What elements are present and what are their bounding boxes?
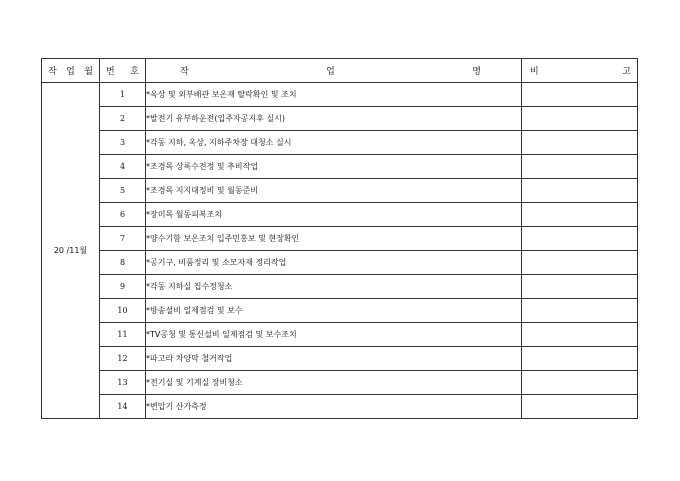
work-schedule-table xyxy=(41,58,638,419)
row-task: *변압기 산가측정 xyxy=(146,395,522,419)
table-row xyxy=(42,395,638,419)
header-month-char: 월 xyxy=(84,67,93,77)
row-note xyxy=(522,251,638,275)
row-number: 11 xyxy=(100,323,146,347)
table-row xyxy=(42,299,638,323)
row-task: *각동 지하실 집수정청소 xyxy=(146,275,522,299)
row-note xyxy=(522,371,638,395)
table-row xyxy=(42,83,638,107)
row-number: 14 xyxy=(100,395,146,419)
row-task: *전기실 및 기계실 장비청소 xyxy=(146,371,522,395)
row-number: 2 xyxy=(100,107,146,131)
row-note xyxy=(522,179,638,203)
header-number-char: 호 xyxy=(130,67,139,77)
header-task xyxy=(146,59,522,83)
row-note xyxy=(522,299,638,323)
header-note xyxy=(522,59,638,83)
row-number: 12 xyxy=(100,347,146,371)
row-task: *공기구, 비품정리 및 소모자재 정리작업 xyxy=(146,251,522,275)
header-number xyxy=(100,59,146,83)
row-number: 6 xyxy=(100,203,146,227)
row-task: *장미목 월동피복조치 xyxy=(146,203,522,227)
table-row xyxy=(42,323,638,347)
row-note xyxy=(522,395,638,419)
row-note xyxy=(522,107,638,131)
table-row xyxy=(42,179,638,203)
row-task: *TV공청 및 통신설비 일제점검 및 보수조치 xyxy=(146,323,522,347)
table-row xyxy=(42,155,638,179)
table-row xyxy=(42,251,638,275)
header-task-char: 작 xyxy=(180,67,189,77)
row-note xyxy=(522,155,638,179)
table-row xyxy=(42,275,638,299)
header-row xyxy=(42,59,638,83)
table-row xyxy=(42,131,638,155)
header-note-char: 비 xyxy=(530,67,539,77)
header-note-char: 고 xyxy=(622,67,631,77)
row-number: 5 xyxy=(100,179,146,203)
row-number: 3 xyxy=(100,131,146,155)
header-task-char: 업 xyxy=(326,67,335,77)
table-row xyxy=(42,203,638,227)
row-task: *옥상 및 외부배관 보온재 탈락확인 및 조치 xyxy=(146,83,522,107)
table-row xyxy=(42,227,638,251)
header-month xyxy=(42,59,100,83)
row-note xyxy=(522,227,638,251)
table-row xyxy=(42,371,638,395)
header-month-char: 업 xyxy=(66,67,75,77)
row-task: *방송설비 일제점검 및 보수 xyxy=(146,299,522,323)
row-task: *조경목 지지대정비 및 월동준비 xyxy=(146,179,522,203)
header-task-char: 명 xyxy=(472,67,481,77)
row-note xyxy=(522,347,638,371)
row-number: 13 xyxy=(100,371,146,395)
row-number: 7 xyxy=(100,227,146,251)
row-task: *각동 지하, 옥상, 지하주차장 대청소 실시 xyxy=(146,131,522,155)
row-task: *조경목 상록수전정 및 추비작업 xyxy=(146,155,522,179)
month-cell: 20 /11월 xyxy=(42,83,100,419)
row-task: *발전기 유부하운전(입주자공지후 실시) xyxy=(146,107,522,131)
table-row xyxy=(42,347,638,371)
row-number: 1 xyxy=(100,83,146,107)
row-note xyxy=(522,323,638,347)
row-note xyxy=(522,203,638,227)
header-month-char: 작 xyxy=(48,67,57,77)
row-number: 10 xyxy=(100,299,146,323)
row-task: *파고라 차양막 철거작업 xyxy=(146,347,522,371)
row-note xyxy=(522,275,638,299)
table-row xyxy=(42,107,638,131)
row-number: 8 xyxy=(100,251,146,275)
header-number-char: 번 xyxy=(106,67,115,77)
row-task: *양수기함 보온조치 입주민홍보 및 현장확인 xyxy=(146,227,522,251)
row-number: 9 xyxy=(100,275,146,299)
row-number: 4 xyxy=(100,155,146,179)
row-note xyxy=(522,83,638,107)
row-note xyxy=(522,131,638,155)
